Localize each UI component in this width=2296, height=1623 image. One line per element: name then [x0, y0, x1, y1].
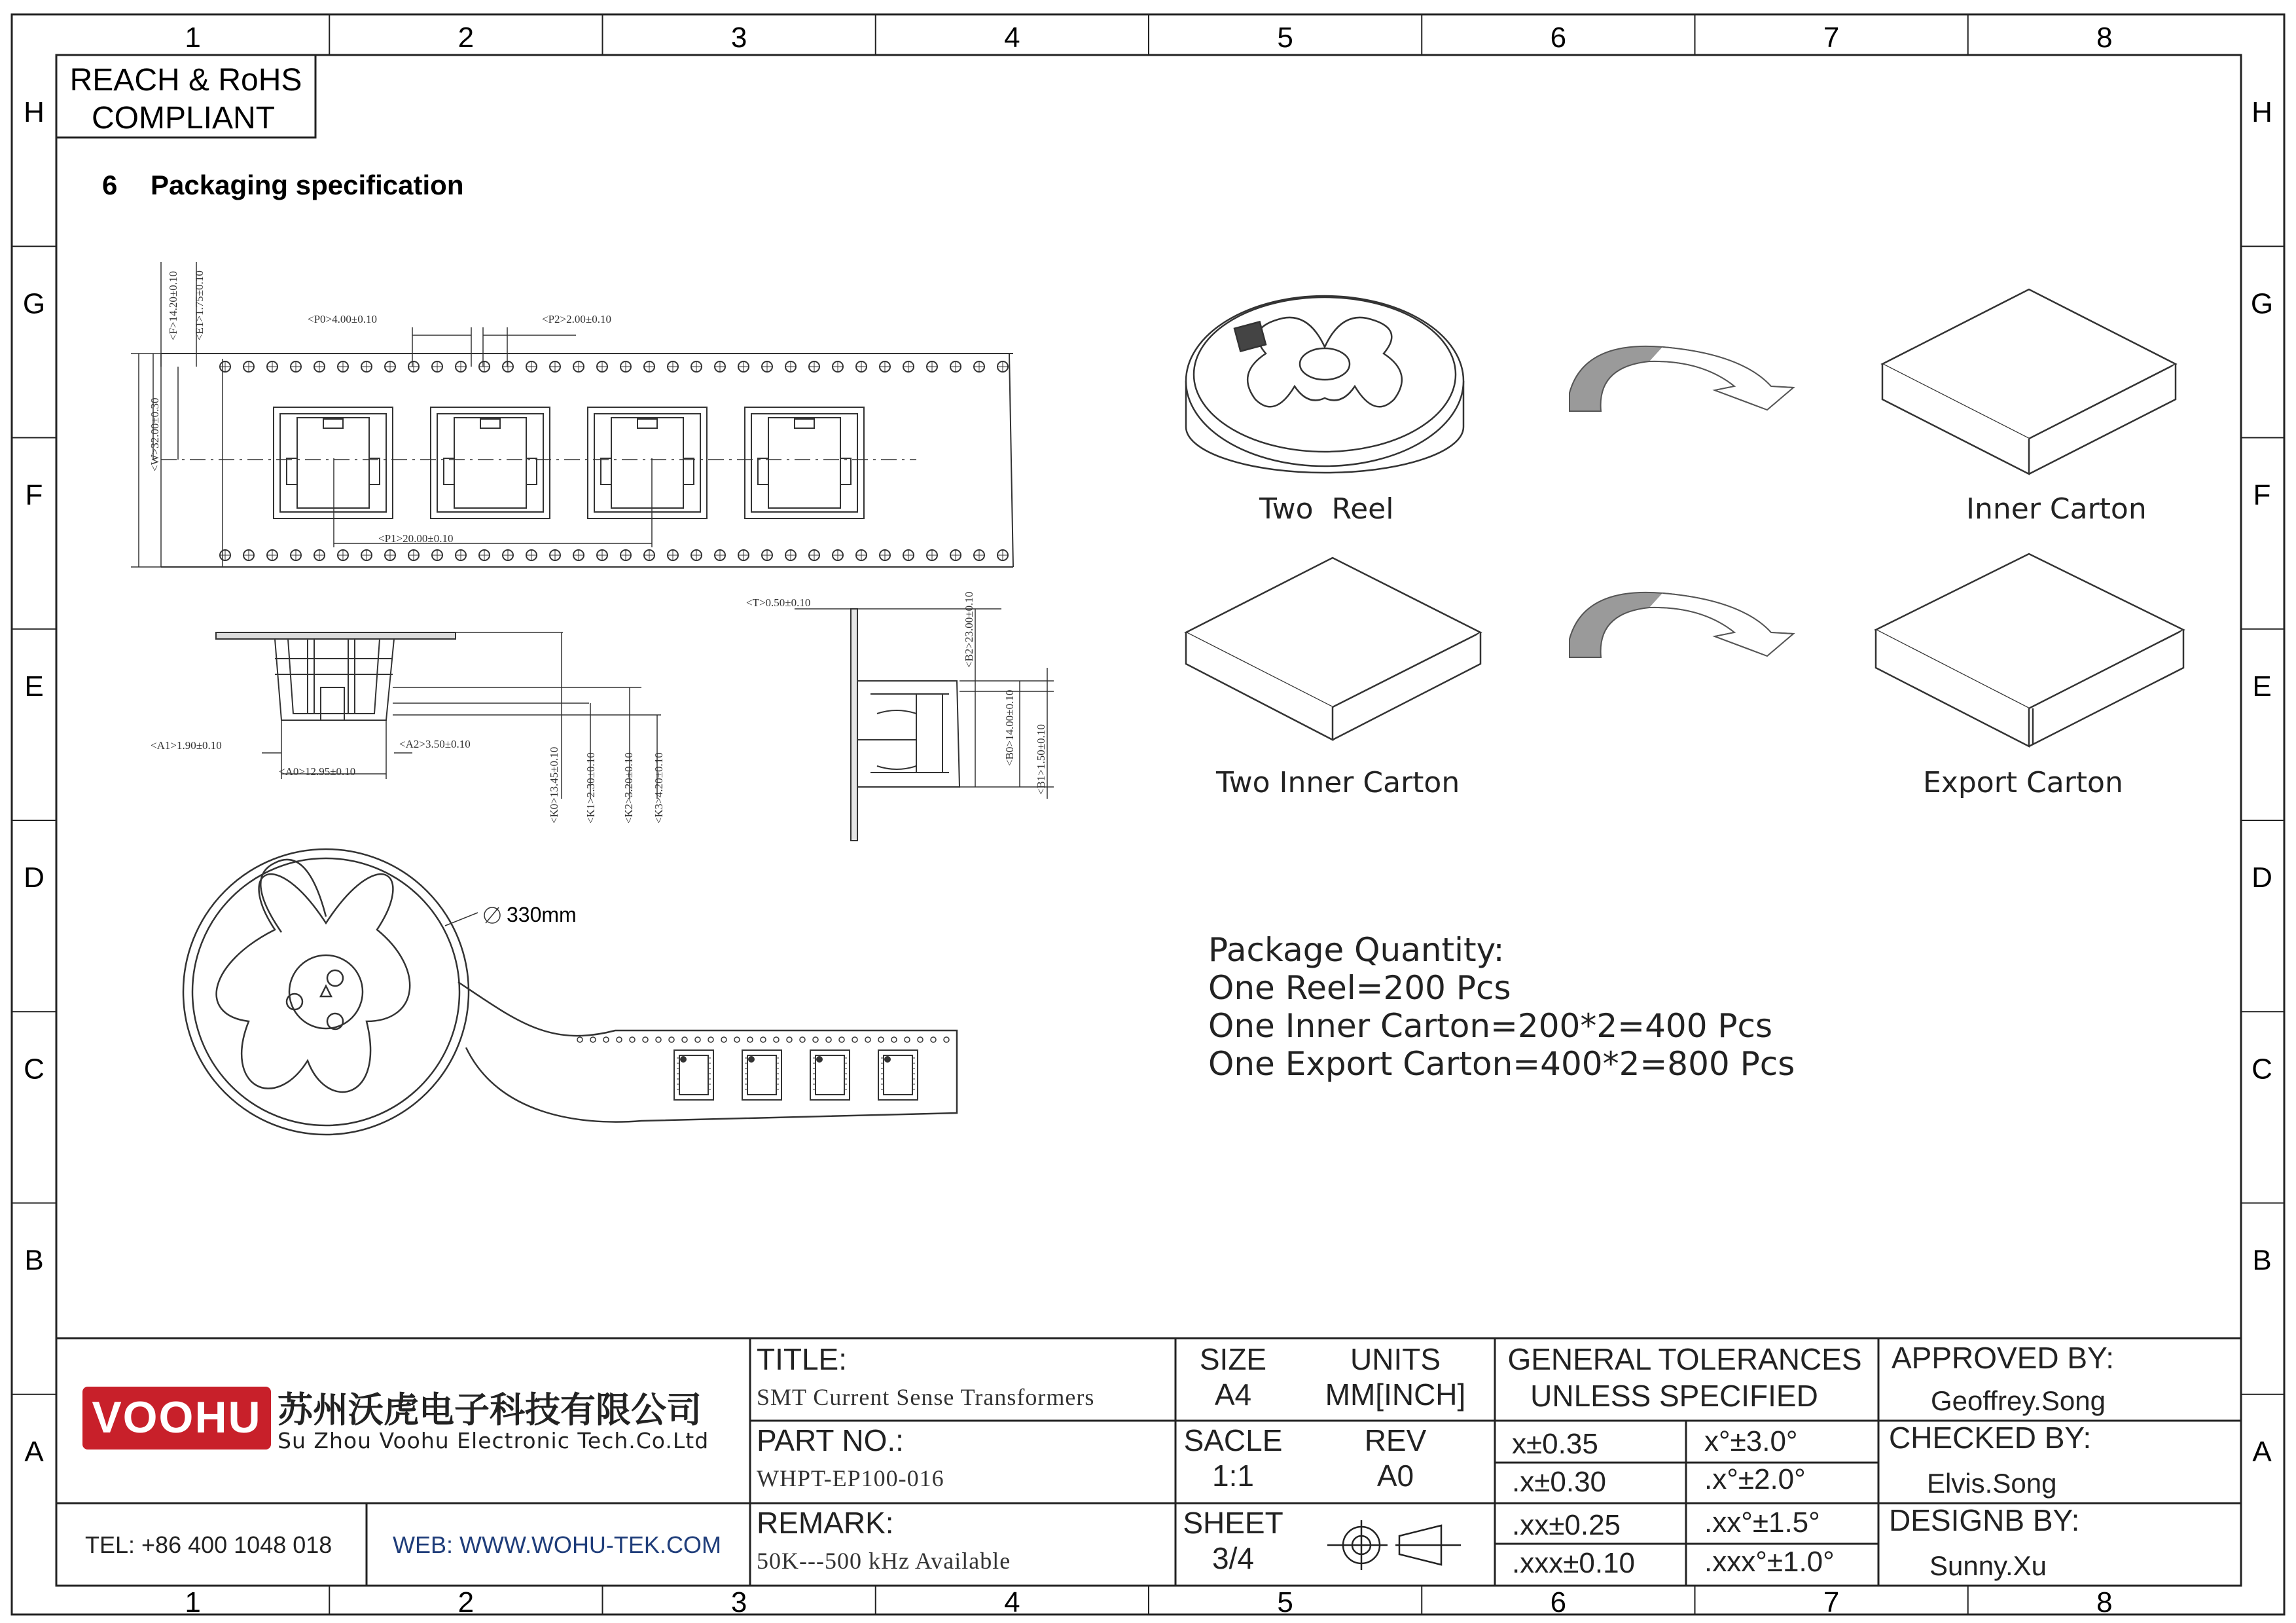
column-label: 3 [730, 22, 747, 54]
reel-tape-pocket [810, 1050, 850, 1100]
tape-pockets [274, 407, 864, 519]
sheet-label: SHEET [1183, 1506, 1283, 1540]
approved-by-label: APPROVED BY: [1892, 1341, 2115, 1375]
row-label: F [25, 479, 43, 511]
logo-text: VOOHU [92, 1393, 262, 1442]
reel-tape-pockets [674, 1050, 918, 1100]
reel-diameter-label: 330mm [507, 903, 577, 926]
dim-k2: <K2>3.20±0.10 [622, 752, 635, 824]
inner-carton-pair-3d [1186, 558, 1480, 740]
size-label: SIZE [1199, 1342, 1267, 1376]
size-value: A4 [1214, 1377, 1252, 1412]
row-label: B [2252, 1244, 2272, 1277]
row-label: H [24, 96, 45, 129]
dim-f: <F>14.20±0.10 [167, 271, 179, 340]
quantity-line: One Export Carton=400*2=800 Pcs [1208, 1045, 1795, 1083]
scale-label: SACLE [1183, 1423, 1283, 1457]
dim-k0: <K0>13.45±0.10 [548, 746, 560, 824]
row-label: C [24, 1053, 45, 1085]
dim-w: <W>32.00±0.30 [149, 397, 161, 471]
part-number-value: WHPT-EP100-016 [757, 1465, 944, 1491]
company-logo [82, 1387, 271, 1450]
dim-k1: <K1>2.30±0.10 [584, 752, 597, 824]
column-labels [185, 22, 2115, 1618]
approved-by-name: Geoffrey.Song [1931, 1385, 2106, 1416]
label-export-carton: Export Carton [1923, 766, 2123, 799]
tape-pocket [745, 407, 864, 519]
title-block-grid [56, 1338, 2241, 1586]
row-label: F [2253, 479, 2271, 511]
section-title: Packaging specification [151, 170, 464, 200]
compliance-line2: COMPLIANT [91, 101, 276, 136]
dim-e: <E1>1.75±0.10 [193, 270, 206, 340]
dim-b0: <B0>14.00±0.10 [1003, 689, 1016, 766]
projection-symbol-icon [1327, 1520, 1461, 1570]
label-two-reel: Two Reel [1259, 492, 1394, 526]
tolerance-linear: .xxx±0.10 [1512, 1547, 1636, 1579]
tape-side-view [851, 609, 960, 841]
title-value: SMT Current Sense Transformers [757, 1384, 1095, 1410]
reel-stack-3d [1186, 296, 1463, 473]
row-label: D [24, 862, 45, 894]
row-label: C [2251, 1053, 2272, 1085]
reel-tape-pocket [878, 1050, 918, 1100]
column-label: 7 [1823, 22, 1840, 54]
tolerance-angular: x°±3.0° [1704, 1425, 1798, 1457]
column-label: 5 [1277, 1586, 1293, 1618]
dim-p0: <P0>4.00±0.10 [308, 313, 377, 325]
dim-b2: <B2>23.00±0.10 [963, 591, 975, 668]
checked-by-name: Elvis.Song [1927, 1468, 2057, 1499]
package-quantity [1208, 931, 1795, 1083]
column-label: 5 [1277, 22, 1293, 54]
dim-t: <T>0.50±0.10 [746, 596, 811, 609]
sprocket-holes [220, 361, 1008, 560]
rev-label: REV [1364, 1423, 1427, 1457]
tolerance-angular: .xxx°±1.0° [1704, 1546, 1835, 1578]
company-name-cn: 苏州沃虎电子科技有限公司 [278, 1391, 702, 1430]
label-two-inner-carton: Two Inner Carton [1216, 766, 1460, 799]
tape-pocket [588, 407, 707, 519]
row-label: H [2251, 96, 2272, 129]
company-name-en: Su Zhou Voohu Electronic Tech.Co.Ltd [278, 1428, 709, 1453]
row-label: E [24, 670, 44, 702]
units-value: MM[INCH] [1325, 1377, 1466, 1412]
inner-carton-3d [1882, 289, 2176, 474]
dim-a0: <A0>12.95±0.10 [279, 765, 356, 778]
row-label: B [24, 1244, 44, 1277]
reel-tape-holes [577, 1037, 949, 1042]
quantity-heading: Package Quantity: [1208, 931, 1505, 969]
column-label: 2 [457, 22, 475, 54]
scale-value: 1:1 [1212, 1459, 1254, 1493]
dim-b1: <B1>1.50±0.10 [1035, 724, 1047, 795]
compliance-box [56, 55, 315, 137]
reel-tape-pocket [742, 1050, 781, 1100]
reel-tape-pocket [674, 1050, 713, 1100]
column-label: 4 [1004, 22, 1020, 54]
column-label: 3 [730, 1586, 747, 1618]
row-label: A [2252, 1435, 2272, 1468]
tape-pocket [431, 407, 550, 519]
dim-k3: <K3>4.20±0.10 [653, 752, 665, 824]
row-label: A [24, 1435, 44, 1468]
column-label: 1 [185, 1586, 201, 1618]
tape-pocket [274, 407, 393, 519]
remark-value: 50K---500 kHz Available [757, 1548, 1011, 1574]
row-label: D [2251, 862, 2272, 894]
reel-with-tape [183, 849, 957, 1135]
rev-value: A0 [1376, 1459, 1414, 1493]
phone-number: TEL: +86 400 1048 018 [85, 1531, 332, 1558]
remark-label: REMARK: [757, 1506, 894, 1540]
carton-flow-arrow [1570, 593, 1793, 657]
tolerance-angular: .x°±2.0° [1704, 1463, 1806, 1495]
reel-flow-arrow [1570, 346, 1793, 411]
column-label: 2 [457, 1586, 475, 1618]
tape-dimension-lines [131, 262, 652, 567]
checked-by-label: CHECKED BY: [1889, 1421, 2092, 1455]
dim-a1: <A1>1.90±0.10 [151, 739, 222, 752]
row-label: E [2252, 670, 2272, 702]
column-label: 6 [1550, 1586, 1567, 1618]
tolerance-angular: .xx°±1.5° [1704, 1506, 1820, 1539]
row-label: G [22, 287, 46, 320]
column-label: 1 [185, 22, 201, 54]
tolerance-linear: .xx±0.25 [1512, 1509, 1621, 1541]
website: WEB: WWW.WOHU-TEK.COM [393, 1531, 721, 1558]
tolerance-heading-2: UNLESS SPECIFIED [1530, 1379, 1818, 1413]
compliance-line1: REACH & RoHS [69, 63, 302, 98]
designed-by-label: DESIGNB BY: [1889, 1503, 2080, 1537]
sheet-value: 3/4 [1212, 1541, 1254, 1575]
tolerance-heading-1: GENERAL TOLERANCES [1507, 1342, 1862, 1376]
units-label: UNITS [1350, 1342, 1441, 1376]
export-carton-3d [1876, 554, 2183, 746]
dim-p1: <P1>20.00±0.10 [378, 532, 454, 545]
label-inner-carton: Inner Carton [1966, 492, 2147, 526]
row-label: G [2250, 287, 2274, 320]
quantity-line: One Inner Carton=200*2=400 Pcs [1208, 1007, 1773, 1045]
column-label: 8 [2096, 22, 2113, 54]
tolerance-linear: .x±0.30 [1512, 1466, 1607, 1498]
cavity-cross-section [216, 632, 456, 720]
quantity-line: One Reel=200 Pcs [1208, 969, 1511, 1007]
dim-p2: <P2>2.00±0.10 [542, 313, 611, 325]
dim-a2: <A2>3.50±0.10 [399, 738, 471, 750]
section-number: 6 [102, 170, 118, 200]
column-label: 8 [2096, 1586, 2113, 1618]
designed-by-name: Sunny.Xu [1929, 1550, 2047, 1581]
part-number-label: PART NO.: [757, 1423, 904, 1457]
tolerance-linear: x±0.35 [1512, 1428, 1598, 1460]
column-label: 4 [1004, 1586, 1020, 1618]
title-label: TITLE: [757, 1342, 848, 1376]
column-label: 7 [1823, 1586, 1840, 1618]
column-label: 6 [1550, 22, 1567, 54]
